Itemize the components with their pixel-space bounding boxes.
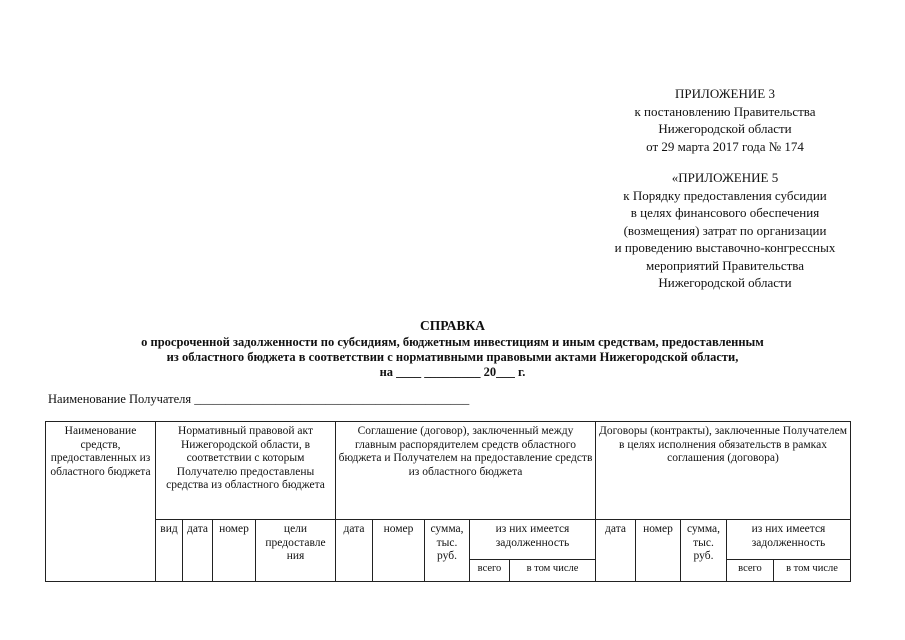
- header-agreement-debt-including: в том числе: [510, 560, 596, 582]
- header-legal-act-date: дата: [183, 520, 213, 582]
- header-legal-act-number: номер: [213, 520, 256, 582]
- inner-appendix-block: [570, 169, 880, 292]
- appendix-title: ПРИЛОЖЕНИЕ 3: [675, 86, 775, 101]
- header-contracts-debt-total: всего: [727, 560, 774, 582]
- inner-appendix-line: и проведению выставочно-конгрессных: [614, 240, 836, 255]
- document-subtitle-line: из областного бюджета в соответствии с нормативными правовыми актами Нижегородской области,: [166, 350, 739, 364]
- header-contracts: Договоры (контракты), заключенные Получателем в целях исполнения обязательств в рамках соглашения (договора): [596, 422, 851, 520]
- appendix-line: к постановлению Правительства: [634, 103, 816, 119]
- header-funds: Наименование средств, предоставленных из областного бюджета: [46, 422, 156, 582]
- document-title: СПРАВКА: [419, 318, 486, 333]
- inner-appendix-title: «ПРИЛОЖЕНИЕ 5: [671, 170, 779, 185]
- header-contracts-debt-including: в том числе: [774, 560, 851, 582]
- recipient-field[interactable]: ____________________________________________: [194, 392, 470, 406]
- document-subtitle-line: о просроченной задолженности по субсидиям, бюджетным инвестициям и иным средствам, предоставленным: [141, 335, 764, 349]
- inner-appendix-line: к Порядку предоставления субсидии: [623, 187, 827, 203]
- header-contracts-date: дата: [596, 520, 636, 582]
- debt-table: [45, 421, 851, 582]
- appendix-line: Нижегородской области: [658, 121, 792, 136]
- header-contracts-number: номер: [636, 520, 681, 582]
- recipient-label: Наименование Получателя: [48, 392, 192, 406]
- appendix-block: [600, 85, 850, 155]
- header-legal-act: Нормативный правовой акт Нижегородской области, в соответствии с которым Получателю предоставлены средства из областного бюджета: [156, 422, 336, 520]
- header-contracts-amount: сумма, тыс. руб.: [681, 520, 727, 582]
- inner-appendix-line: мероприятий Правительства: [645, 257, 805, 273]
- inner-appendix-line: Нижегородской области: [658, 275, 792, 290]
- header-legal-act-type: вид: [156, 520, 183, 582]
- document-heading: [0, 318, 905, 380]
- header-agreement-debt-total: всего: [470, 560, 510, 582]
- recipient-line: [48, 392, 469, 407]
- header-contracts-debt: из них имеется задолженность: [727, 520, 851, 560]
- appendix-line: от 29 марта 2017 года № 174: [646, 138, 804, 154]
- inner-appendix-line: (возмещения) затрат по организации: [623, 222, 827, 238]
- header-agreement-date: дата: [336, 520, 373, 582]
- header-agreement: Соглашение (договор), заключенный между главным распорядителем средств областного бюджета и Получателем на предоставление средств из областного бюджета: [336, 422, 596, 520]
- document-date-line: на ____ _________ 20___ г.: [379, 365, 526, 379]
- inner-appendix-line: в целях финансового обеспечения: [630, 205, 820, 220]
- header-agreement-debt: из них имеется задолженность: [470, 520, 596, 560]
- header-agreement-amount: сумма, тыс. руб.: [425, 520, 470, 582]
- header-legal-act-purpose: цели предоставле ния: [256, 520, 336, 582]
- header-agreement-number: номер: [373, 520, 425, 582]
